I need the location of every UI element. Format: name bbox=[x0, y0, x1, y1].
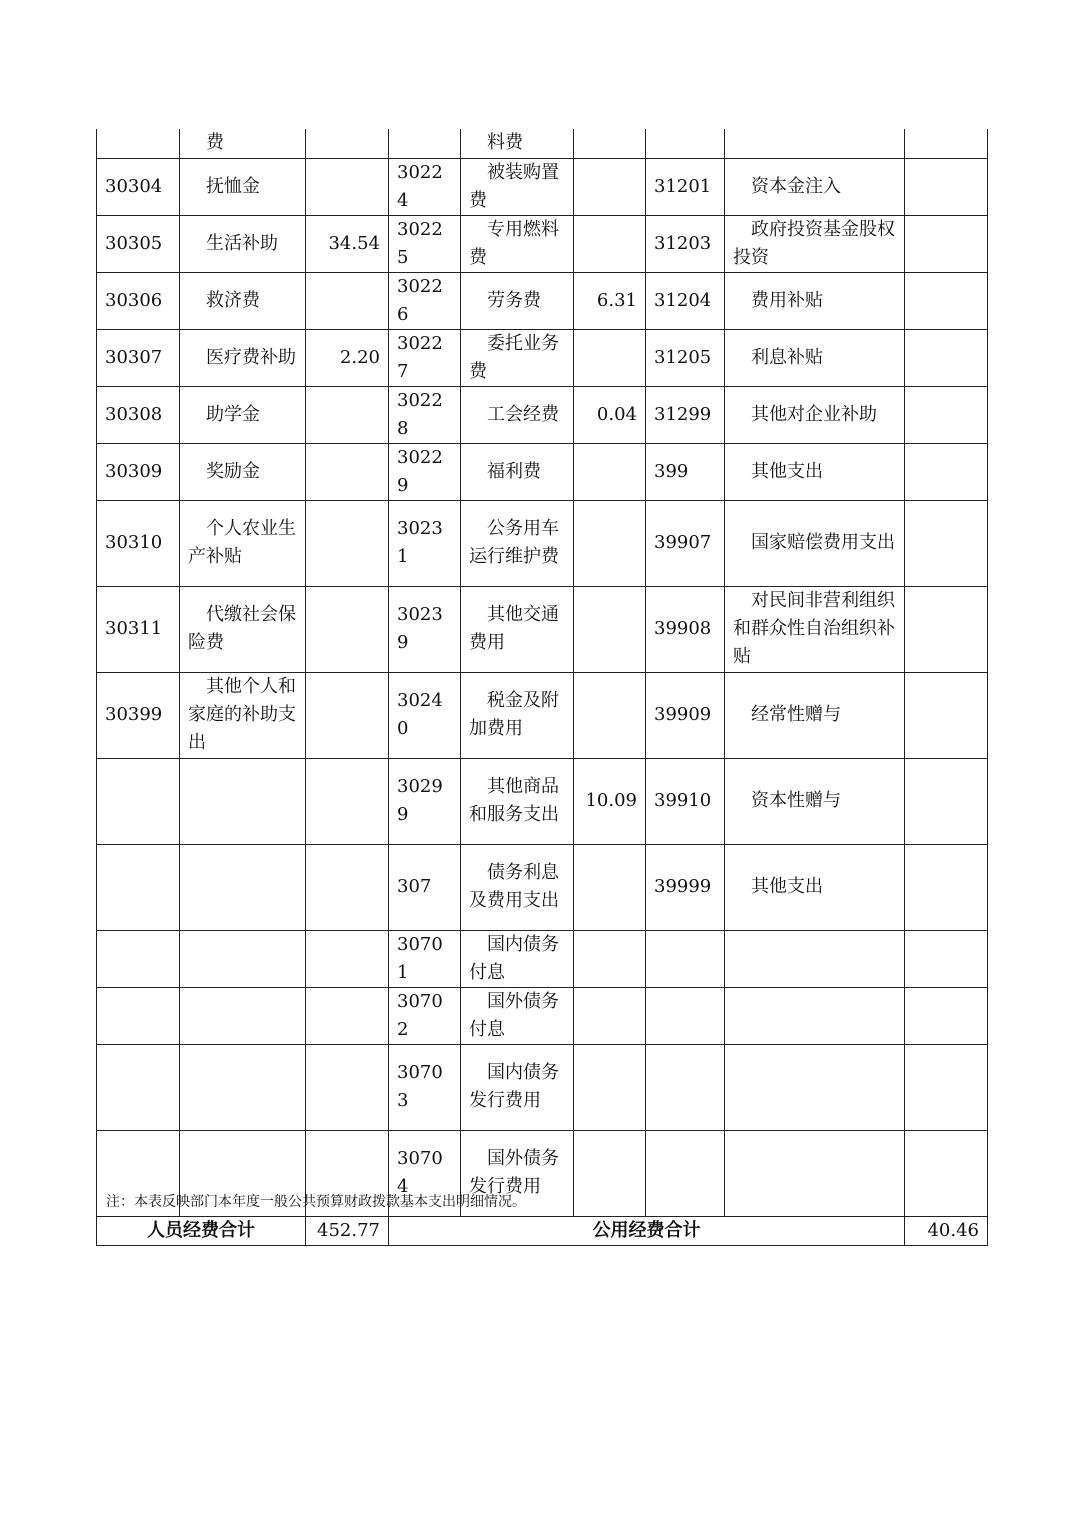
category-code: 30224 bbox=[389, 158, 461, 215]
table-row bbox=[97, 586, 988, 672]
totals-row bbox=[97, 1216, 988, 1245]
amount bbox=[905, 443, 988, 500]
category-name: 利息补贴 bbox=[725, 329, 905, 386]
table-row bbox=[97, 215, 988, 272]
category-code bbox=[646, 930, 725, 987]
category-name: 被装购置费 bbox=[461, 158, 574, 215]
category-name: 专用燃料费 bbox=[461, 215, 574, 272]
amount bbox=[306, 586, 389, 672]
personnel-total-label: 人员经费合计 bbox=[97, 1216, 306, 1245]
category-name: 抚恤金 bbox=[180, 158, 306, 215]
amount bbox=[306, 386, 389, 443]
amount bbox=[574, 443, 646, 500]
category-code bbox=[389, 129, 461, 158]
amount: 0.04 bbox=[574, 386, 646, 443]
category-name: 助学金 bbox=[180, 386, 306, 443]
category-name: 料费 bbox=[461, 129, 574, 158]
amount bbox=[574, 215, 646, 272]
category-code: 30239 bbox=[389, 586, 461, 672]
category-name bbox=[180, 987, 306, 1044]
category-name: 其他支出 bbox=[725, 443, 905, 500]
category-code bbox=[97, 844, 180, 930]
category-code: 399 bbox=[646, 443, 725, 500]
table-row bbox=[97, 987, 988, 1044]
amount bbox=[574, 329, 646, 386]
category-name: 国外债务付息 bbox=[461, 987, 574, 1044]
category-code: 30703 bbox=[389, 1044, 461, 1130]
category-code bbox=[97, 987, 180, 1044]
amount bbox=[306, 987, 389, 1044]
amount bbox=[306, 758, 389, 844]
category-code: 30307 bbox=[97, 329, 180, 386]
amount: 6.31 bbox=[574, 272, 646, 329]
category-code: 30231 bbox=[389, 500, 461, 586]
amount bbox=[306, 500, 389, 586]
category-name: 国内债务发行费用 bbox=[461, 1044, 574, 1130]
category-name: 其他个人和家庭的补助支出 bbox=[180, 672, 306, 758]
category-name: 费 bbox=[180, 129, 306, 158]
category-code: 30399 bbox=[97, 672, 180, 758]
category-code: 30310 bbox=[97, 500, 180, 586]
amount bbox=[905, 1130, 988, 1216]
amount bbox=[905, 500, 988, 586]
category-code: 30225 bbox=[389, 215, 461, 272]
category-name: 生活补助 bbox=[180, 215, 306, 272]
category-code bbox=[646, 987, 725, 1044]
amount: 10.09 bbox=[574, 758, 646, 844]
category-code bbox=[97, 129, 180, 158]
amount bbox=[306, 272, 389, 329]
category-code: 30240 bbox=[389, 672, 461, 758]
category-name: 债务利息及费用支出 bbox=[461, 844, 574, 930]
category-code bbox=[646, 1130, 725, 1216]
category-name: 个人农业生产补贴 bbox=[180, 500, 306, 586]
amount bbox=[905, 987, 988, 1044]
budget-expenditure-table bbox=[96, 129, 988, 1246]
table-row bbox=[97, 386, 988, 443]
category-name bbox=[180, 1044, 306, 1130]
category-name: 救济费 bbox=[180, 272, 306, 329]
category-name bbox=[180, 930, 306, 987]
personnel-total-value: 452.77 bbox=[306, 1216, 389, 1245]
category-name: 医疗费补助 bbox=[180, 329, 306, 386]
amount bbox=[306, 129, 389, 158]
category-name bbox=[725, 930, 905, 987]
category-code bbox=[646, 129, 725, 158]
amount bbox=[306, 672, 389, 758]
amount bbox=[306, 1044, 389, 1130]
amount bbox=[306, 158, 389, 215]
category-name bbox=[725, 987, 905, 1044]
amount: 2.20 bbox=[306, 329, 389, 386]
amount bbox=[905, 586, 988, 672]
table-note: 注：本表反映部门本年度一般公共预算财政拨款基本支出明细情况。 bbox=[106, 1194, 526, 1210]
category-code bbox=[97, 758, 180, 844]
amount bbox=[905, 215, 988, 272]
table-row bbox=[97, 272, 988, 329]
amount bbox=[574, 987, 646, 1044]
category-name: 其他支出 bbox=[725, 844, 905, 930]
public-total-value: 40.46 bbox=[905, 1216, 988, 1245]
category-code bbox=[97, 1044, 180, 1130]
category-code: 30226 bbox=[389, 272, 461, 329]
category-name: 对民间非营利组织和群众性自治组织补贴 bbox=[725, 586, 905, 672]
amount bbox=[574, 844, 646, 930]
category-code: 39908 bbox=[646, 586, 725, 672]
category-code: 39910 bbox=[646, 758, 725, 844]
table-row bbox=[97, 758, 988, 844]
category-code: 307 bbox=[389, 844, 461, 930]
amount bbox=[574, 672, 646, 758]
category-name: 经常性赠与 bbox=[725, 672, 905, 758]
amount bbox=[905, 672, 988, 758]
table-row bbox=[97, 329, 988, 386]
amount bbox=[574, 500, 646, 586]
amount: 34.54 bbox=[306, 215, 389, 272]
category-name: 国外债务发行费用 bbox=[461, 1130, 574, 1216]
amount bbox=[905, 329, 988, 386]
category-code: 30229 bbox=[389, 443, 461, 500]
category-code: 30306 bbox=[97, 272, 180, 329]
amount bbox=[905, 272, 988, 329]
amount bbox=[574, 1044, 646, 1130]
category-name: 奖励金 bbox=[180, 443, 306, 500]
amount bbox=[905, 158, 988, 215]
amount bbox=[905, 129, 988, 158]
category-code: 30305 bbox=[97, 215, 180, 272]
category-code: 30304 bbox=[97, 158, 180, 215]
category-name: 委托业务费 bbox=[461, 329, 574, 386]
category-name: 其他商品和服务支出 bbox=[461, 758, 574, 844]
category-code: 31299 bbox=[646, 386, 725, 443]
amount bbox=[905, 844, 988, 930]
category-code: 31205 bbox=[646, 329, 725, 386]
category-name: 工会经费 bbox=[461, 386, 574, 443]
category-code: 30702 bbox=[389, 987, 461, 1044]
amount bbox=[905, 1044, 988, 1130]
category-code: 39907 bbox=[646, 500, 725, 586]
category-name: 国内债务付息 bbox=[461, 930, 574, 987]
category-name: 费用补贴 bbox=[725, 272, 905, 329]
category-code: 30309 bbox=[97, 443, 180, 500]
category-code: 31203 bbox=[646, 215, 725, 272]
category-code: 39999 bbox=[646, 844, 725, 930]
category-name: 资本金注入 bbox=[725, 158, 905, 215]
table-row bbox=[97, 1044, 988, 1130]
amount bbox=[306, 930, 389, 987]
amount bbox=[574, 129, 646, 158]
category-code: 30701 bbox=[389, 930, 461, 987]
category-code: 30227 bbox=[389, 329, 461, 386]
public-total-label: 公用经费合计 bbox=[389, 1216, 905, 1245]
category-name: 其他交通费用 bbox=[461, 586, 574, 672]
category-code: 30311 bbox=[97, 586, 180, 672]
amount bbox=[306, 443, 389, 500]
category-code bbox=[646, 1044, 725, 1130]
amount bbox=[905, 758, 988, 844]
category-code: 31204 bbox=[646, 272, 725, 329]
category-name: 劳务费 bbox=[461, 272, 574, 329]
table-row bbox=[97, 500, 988, 586]
category-name: 资本性赠与 bbox=[725, 758, 905, 844]
table-row bbox=[97, 443, 988, 500]
category-code: 39909 bbox=[646, 672, 725, 758]
table-row bbox=[97, 844, 988, 930]
amount bbox=[905, 386, 988, 443]
amount bbox=[574, 930, 646, 987]
amount bbox=[574, 158, 646, 215]
category-name: 税金及附加费用 bbox=[461, 672, 574, 758]
amount bbox=[574, 1130, 646, 1216]
amount bbox=[905, 930, 988, 987]
category-name: 国家赔偿费用支出 bbox=[725, 500, 905, 586]
category-name bbox=[725, 129, 905, 158]
table-row bbox=[97, 672, 988, 758]
category-name: 其他对企业补助 bbox=[725, 386, 905, 443]
table-row bbox=[97, 930, 988, 987]
table-row bbox=[97, 158, 988, 215]
category-name bbox=[725, 1044, 905, 1130]
category-code: 30704 bbox=[389, 1130, 461, 1216]
category-name: 代缴社会保险费 bbox=[180, 586, 306, 672]
amount bbox=[306, 844, 389, 930]
category-name bbox=[180, 758, 306, 844]
category-code: 31201 bbox=[646, 158, 725, 215]
category-code: 30299 bbox=[389, 758, 461, 844]
category-code: 30308 bbox=[97, 386, 180, 443]
category-name: 公务用车运行维护费 bbox=[461, 500, 574, 586]
category-code bbox=[97, 930, 180, 987]
category-name bbox=[725, 1130, 905, 1216]
amount bbox=[574, 586, 646, 672]
category-name bbox=[180, 844, 306, 930]
category-code: 30228 bbox=[389, 386, 461, 443]
table-row bbox=[97, 129, 988, 158]
category-name: 政府投资基金股权投资 bbox=[725, 215, 905, 272]
category-name: 福利费 bbox=[461, 443, 574, 500]
